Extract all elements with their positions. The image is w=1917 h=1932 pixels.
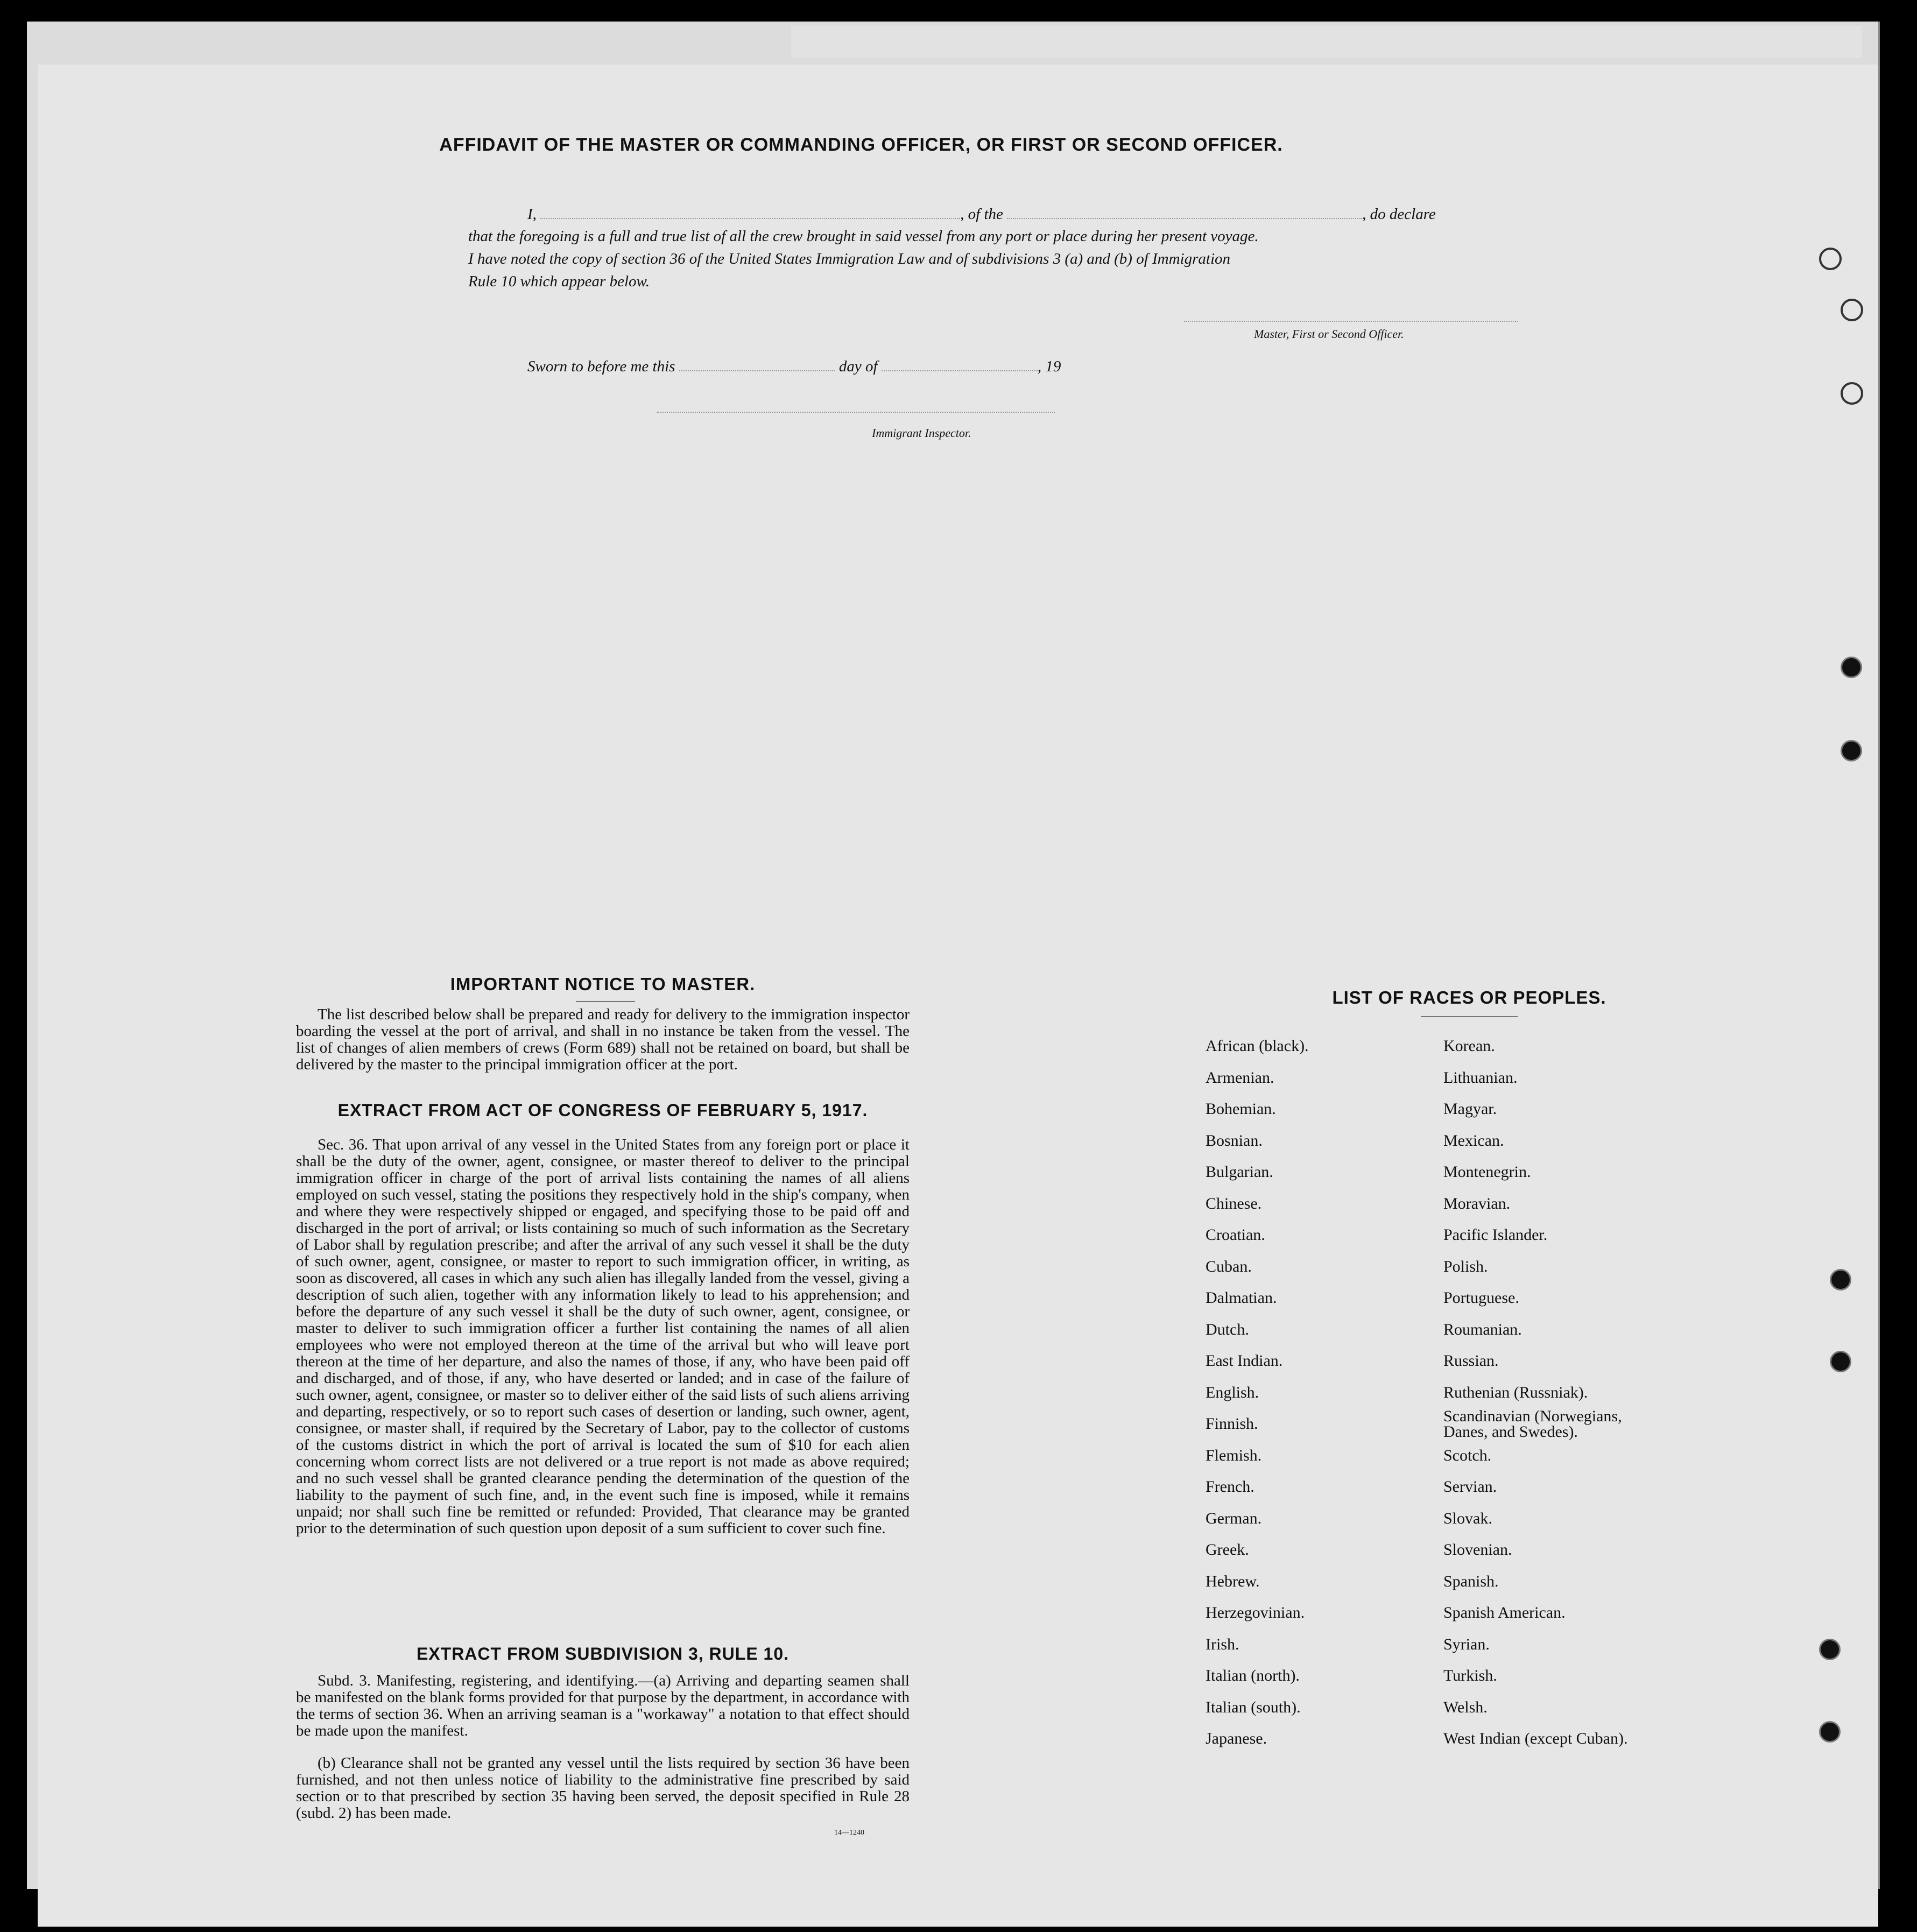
race-item: Finnish. [1206, 1415, 1258, 1433]
race-item: Roumanian. [1443, 1320, 1522, 1338]
race-item: Ruthenian (Russniak). [1443, 1383, 1588, 1401]
master-name-blank[interactable] [540, 207, 960, 219]
race-item: Scotch. [1443, 1446, 1492, 1464]
race-item: English. [1206, 1383, 1259, 1401]
rule-para-a: Subd. 3. Manifesting, registering, and identifying.—(a) Arriving and departing seamen shall be manifested on the blank forms provided for that purpose by the department, in accordance with the terms of section 36. When an arriving seaman is a "workaway" a notation to that effect should be made upon the manifest. [296, 1672, 910, 1739]
race-item: Moravian. [1443, 1194, 1511, 1212]
race-item: German. [1206, 1509, 1262, 1527]
form-page [38, 65, 1878, 1927]
punch-hole [1830, 1269, 1851, 1291]
vessel-name-blank[interactable] [1007, 207, 1362, 219]
rule-extract-title: EXTRACT FROM SUBDIVISION 3, RULE 10. [416, 1644, 790, 1663]
notice-title: IMPORTANT NOTICE TO MASTER. [450, 974, 756, 994]
race-item: Italian (south). [1206, 1698, 1301, 1716]
affidavit-of-the-label: , of the [960, 206, 1003, 223]
race-item: Slovenian. [1443, 1541, 1512, 1559]
race-item: Pacific Islander. [1443, 1226, 1548, 1244]
race-item: Irish. [1206, 1635, 1239, 1653]
punch-hole [1841, 740, 1862, 761]
form-number: 14—1240 [834, 1829, 864, 1837]
race-item: Japanese. [1206, 1730, 1267, 1747]
act-extract-title: EXTRACT FROM ACT OF CONGRESS OF FEBRUARY 5, 1917. [337, 1101, 868, 1120]
races-right-column [1443, 1031, 1712, 1755]
race-item: Magyar. [1443, 1100, 1497, 1118]
day-of-label: day of [838, 358, 878, 375]
affidavit-line3: I have noted the copy of section 36 of the United States Immigration Law and of subdivisions 3 (a) and (b) of Immigration [468, 250, 1231, 267]
race-item: Welsh. [1443, 1698, 1488, 1716]
race-item: Herzegovinian. [1206, 1604, 1305, 1621]
race-item: Flemish. [1206, 1446, 1262, 1464]
year-label: , 19 [1037, 358, 1061, 375]
punch-hole [1819, 1721, 1841, 1743]
race-item: French. [1206, 1478, 1254, 1496]
race-item: East Indian. [1206, 1352, 1283, 1370]
master-signature-label: Master, First or Second Officer. [1254, 327, 1404, 341]
race-item: Polish. [1443, 1257, 1488, 1275]
inspector-label: Immigrant Inspector. [872, 426, 971, 440]
underlying-sheet-tab [791, 26, 1862, 58]
race-item: Greek. [1206, 1541, 1249, 1559]
race-item: Spanish American. [1443, 1604, 1566, 1621]
inspector-signature-line[interactable] [657, 412, 1055, 413]
race-item: Hebrew. [1206, 1572, 1260, 1590]
affidavit-line4: Rule 10 which appear below. [468, 273, 650, 290]
race-item: Spanish. [1443, 1572, 1499, 1590]
race-item: Chinese. [1206, 1194, 1262, 1212]
race-item: Lithuanian. [1443, 1068, 1518, 1087]
race-item: Syrian. [1443, 1635, 1490, 1653]
affidavit-line1 [527, 206, 1436, 223]
race-item: Korean. [1443, 1037, 1495, 1055]
races-title: LIST OF RACES OR PEOPLES. [1332, 988, 1606, 1007]
race-item: Portuguese. [1443, 1289, 1519, 1307]
race-item: West Indian (except Cuban). [1443, 1730, 1628, 1747]
race-item: Servian. [1443, 1478, 1497, 1496]
sworn-label: Sworn to before me this [527, 358, 675, 375]
races-rule [1421, 1016, 1518, 1017]
punch-hole [1841, 299, 1863, 321]
race-item: Bohemian. [1206, 1100, 1276, 1118]
race-item: Slovak. [1443, 1509, 1492, 1527]
master-signature-line[interactable] [1184, 321, 1518, 322]
race-item: Russian. [1443, 1352, 1499, 1370]
notice-rule [576, 1001, 635, 1002]
race-item: Italian (north). [1206, 1667, 1300, 1684]
sworn-month-blank[interactable] [882, 359, 1038, 371]
race-item: Dalmatian. [1206, 1289, 1277, 1307]
sworn-line [527, 358, 1061, 376]
race-item: Croatian. [1206, 1226, 1265, 1244]
rule-para-b: (b) Clearance shall not be granted any vessel until the lists required by section 36 have been furnished, and not then unless notice of liability to the administrative fine prescribed by said section or to that prescribed by section 35 having been served, the deposit specified in Rule 28 (subd. 2) has been made. [296, 1754, 910, 1822]
punch-hole [1819, 248, 1842, 270]
race-item: Armenian. [1206, 1068, 1274, 1087]
race-item: Turkish. [1443, 1667, 1497, 1684]
race-item: Bosnian. [1206, 1131, 1263, 1150]
punch-hole [1819, 1639, 1841, 1660]
race-item: African (black). [1206, 1037, 1309, 1055]
punch-hole [1841, 382, 1863, 405]
affidavit-i-label: I, [527, 206, 537, 223]
act-extract-text: Sec. 36. That upon arrival of any vessel in the United States from any foreign port or place it shall be the duty of the owner, agent, consignee, or master thereof to deliver to the principal immigration officer in charge of the port of arrival lists containing the names of all aliens employed on such vessel, stating the positions they respectively hold in the ship's company, when and where they were respectively shipped or engaged, and specifying those to be paid off and discharged in the port of arrival; or lists containing so much of such information as the Secretary of Labor shall by regulation prescribe; and after the arrival of any such vessel it shall be the duty of such owner, agent, consignee, or master to report to such immigration officer, in writing, as soon as discovered, all cases in which any such alien has illegally landed from the vessel, giving a description of such alien, together with any information likely to lead to his apprehension; and before the departure of any such vessel it shall be the duty of such owner, agent, consignee, or master to deliver to such immigration officer a further list containing the names of all alien employees who were not employed thereon at the time of the arrival but who will leave port thereon at the time of her departure, and also the names of those, if any, who have been paid off and discharged, and of those, if any, who have deserted or landed; and in case of the failure of such owner, agent, consignee, or master so to deliver either of the said lists of such aliens arriving and departing, respectively, or so to report such cases of desertion or landing, such owner, agent, consignee, or master shall, if required by the Secretary of Labor, pay to the collector of customs of the customs district in which the port of arrival is located the sum of $10 for each alien concerning whom correct lists are not delivered or a true report is not made as above required; and no such vessel shall be granted clearance pending the determination of the question of the liability to the payment of such fine, and, in the event such fine is imposed, while it remains unpaid; nor shall such fine be remitted or refunded: Provided, That clearance may be granted prior to the determination of such question upon deposit of a sum sufficient to cover such fine. [296, 1136, 910, 1537]
sworn-day-blank[interactable] [679, 359, 835, 371]
punch-hole [1830, 1351, 1851, 1372]
race-item: Mexican. [1443, 1131, 1504, 1150]
affidavit-line2: that the foregoing is a full and true list of all the crew brought in said vessel from any port or place during her present voyage. [468, 228, 1259, 245]
race-item: Scandinavian (Norwegians, Danes, and Swedes). [1443, 1407, 1622, 1441]
races-left-column [1206, 1031, 1432, 1755]
race-item: Dutch. [1206, 1320, 1249, 1338]
notice-text: The list described below shall be prepared and ready for delivery to the immigration inspector boarding the vessel at the port of arrival, and shall in no instance be taken from the vessel. The list of changes of alien members of crews (Form 689) shall not be retained on board, but shall be delivered by the master to the principal immigration officer at the port. [296, 1006, 910, 1073]
race-item: Montenegrin. [1443, 1163, 1531, 1181]
punch-hole [1841, 657, 1862, 678]
affidavit-declare-label: , do declare [1362, 206, 1436, 223]
affidavit-title: AFFIDAVIT OF THE MASTER OR COMMANDING OFFICER, OR FIRST OR SECOND OFFICER. [439, 135, 1283, 155]
race-item: Bulgarian. [1206, 1163, 1273, 1181]
race-item: Cuban. [1206, 1257, 1252, 1275]
